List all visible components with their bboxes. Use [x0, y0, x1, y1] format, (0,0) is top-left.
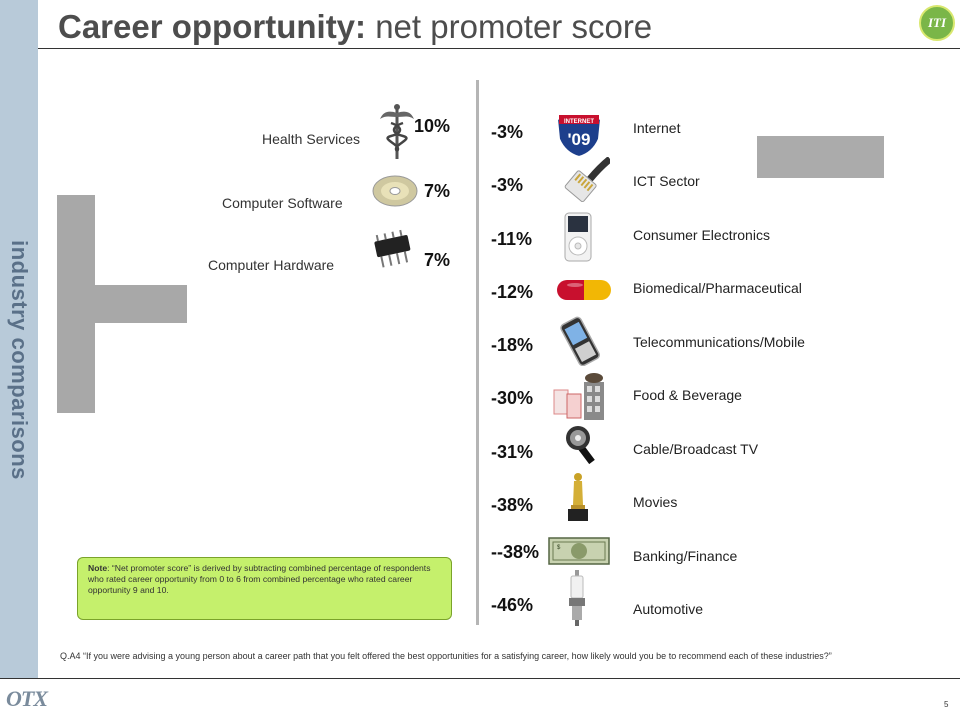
center-divider [476, 80, 479, 625]
negative-pct-telecom: -18% [491, 335, 534, 355]
negative-label-telecom: Telecommunications/Mobile [633, 334, 805, 350]
cable-connector-icon [562, 422, 604, 464]
negative-pct-food: -30% [491, 388, 534, 408]
title-rule [38, 48, 960, 49]
pill-capsule-icon [555, 278, 613, 302]
ethernet-cable-icon [560, 157, 610, 209]
otx-logo: OTX [6, 686, 47, 711]
title-bold: Career opportunity: [58, 8, 367, 45]
iti-logo [919, 5, 955, 41]
positive-pct-hardware: 7% [424, 250, 451, 270]
negative-pct-automotive: -46% [491, 595, 534, 615]
positive-pct-software: 7% [424, 181, 451, 201]
note-text: : “Net promoter score” is derived by subtracting combined percentage of respondents who rated career opportunity from 0 to 6 from combined percentage who rated career opportunity 9 and 10. [88, 563, 431, 595]
negative-label-ict: ICT Sector [633, 173, 700, 189]
negative-pct-biomedical: -12% [491, 282, 534, 302]
negative-pct-consumer: -11% [491, 229, 533, 249]
page-number: 5 [944, 700, 949, 709]
positive-label-health: Health Services [262, 131, 361, 147]
svg-text:INTERNET: INTERNET [564, 119, 594, 125]
negative-pct-internet: -3% [491, 122, 524, 142]
cd-disc-icon [370, 171, 420, 211]
side-label: industry comparisons [7, 240, 32, 480]
positive-label-hardware: Computer Hardware [208, 257, 335, 273]
footer-rule [0, 678, 960, 679]
negative-label-consumer: Consumer Electronics [633, 227, 770, 243]
negative-label-automotive: Automotive [633, 601, 704, 617]
negative-pct-cable: -31% [491, 442, 534, 462]
positive-label-software: Computer Software [222, 195, 343, 211]
caduceus-icon [380, 103, 414, 161]
oscar-statue-icon [563, 471, 593, 523]
spark-plug-icon [566, 570, 588, 626]
negative-label-movies: Movies [633, 494, 678, 510]
svg-text:$: $ [557, 545, 561, 551]
note-box [77, 557, 452, 620]
ipod-icon [563, 211, 593, 263]
negative-pct-movies: -38% [491, 495, 534, 515]
negative-pct-ict: -3% [491, 175, 524, 195]
survey-question: Q.A4 “If you were advising a young person about a career path that you felt offered the best opportunities for a satisfying career, how likely would you be to recommend each of these industries?” [60, 651, 832, 661]
negative-label-internet: Internet [633, 120, 681, 136]
negative-label-banking: Banking/Finance [633, 548, 738, 564]
dollar-bill-icon [548, 537, 610, 565]
logo-text: ITI [927, 15, 947, 30]
page-title [58, 8, 652, 46]
negative-label-cable: Cable/Broadcast TV [633, 441, 759, 457]
food-cans-icon [551, 372, 607, 424]
title-rest: net promoter score [366, 8, 653, 45]
mobile-phone-icon [553, 316, 609, 366]
negative-label-biomedical: Biomedical/Pharmaceutical [633, 280, 802, 296]
negative-pct-banking: --38% [491, 542, 540, 562]
internet-shield-icon [553, 109, 605, 159]
positive-pct-health: 10% [414, 116, 451, 136]
note-label: Note [88, 563, 108, 573]
svg-text:'09: '09 [567, 130, 591, 149]
plus-sign-horizontal [57, 285, 187, 323]
microchip-icon [368, 228, 418, 270]
negative-label-food: Food & Beverage [633, 387, 742, 403]
gray-placeholder-box [757, 136, 884, 178]
